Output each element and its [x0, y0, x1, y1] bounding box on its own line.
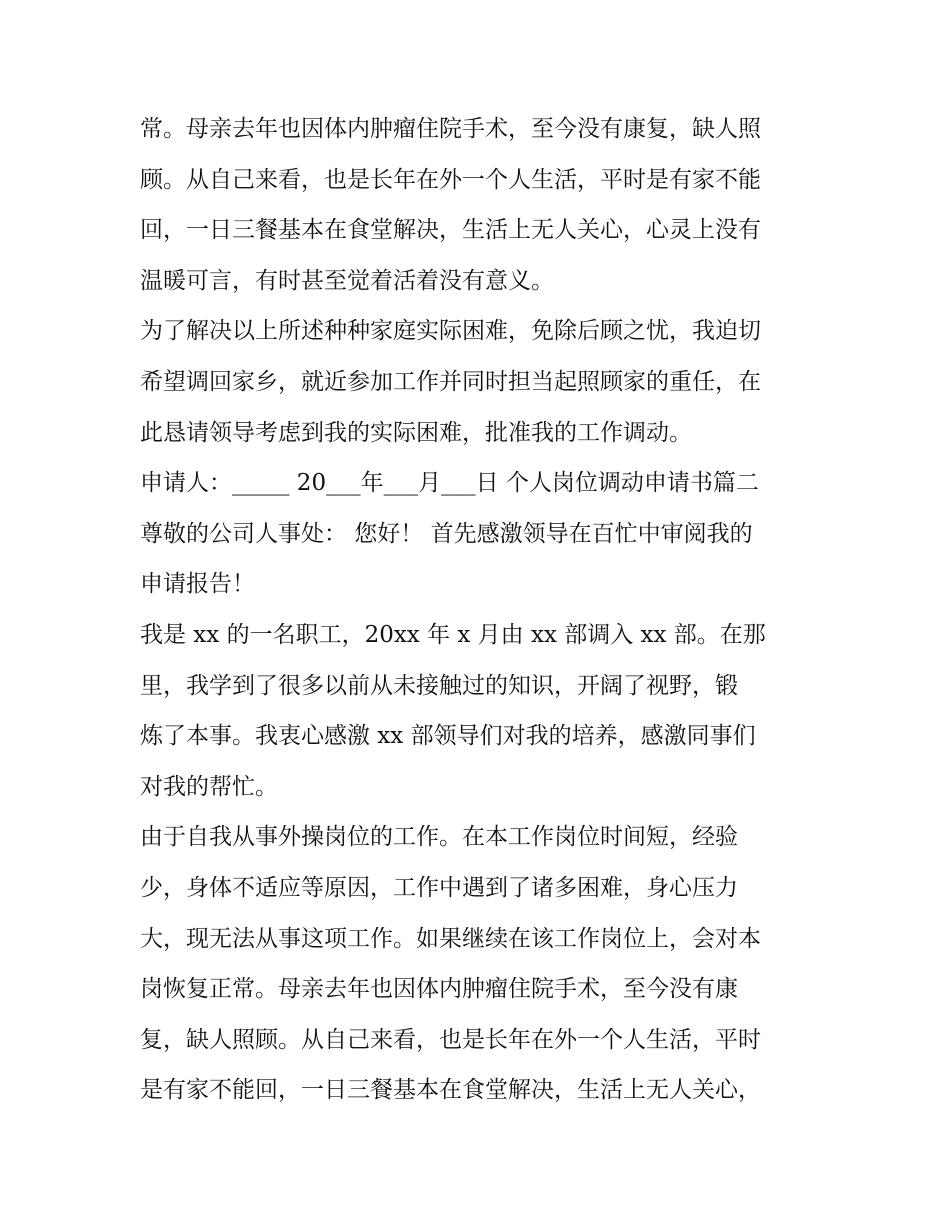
text-line: 我是 xx 的一名职工，20xx 年 x 月由 xx 部调入 xx 部。在那 [140, 621, 766, 648]
text-line: 里，我学到了很多以前从未接触过的知识，开阔了视野，锻 [140, 672, 738, 699]
text-line: 炼了本事。我衷心感激 xx 部领导们对我的培养，感激同事们 [140, 723, 756, 750]
text-line: 常。母亲去年也因体内肿瘤住院手术，至今没有康复，缺人照 [140, 116, 761, 142]
text-line: 大，现无法从事这项工作。如果继续在该工作岗位上，会对本 [140, 925, 761, 952]
text-line: 温暖可言，有时甚至觉着活着没有意义。 [140, 267, 554, 294]
text-line: 为了解决以上所述种种家庭实际困难，免除后顾之忧，我迫切 [140, 318, 761, 345]
text-line: 是有家不能回，一日三餐基本在食堂解决，生活上无人关心， [140, 1077, 761, 1104]
text-line: 尊敬的公司人事处： 您好！ 首先感激领导在百忙中审阅我的 [140, 520, 753, 547]
text-line: 顾。从自己来看，也是长年在外一个人生活，平时是有家不能 [140, 166, 761, 193]
text-line: 少，身体不适应等原因，工作中遇到了诸多困难，身心压力 [140, 874, 738, 901]
text-line: 申请人：_____ 20___年___月___日 个人岗位调动申请书篇二 [140, 470, 759, 497]
text-line: 岗恢复正常。母亲去年也因体内肿瘤住院手术，至今没有康 [140, 976, 738, 1003]
text-line: 此恳请领导考虑到我的实际困难，批准我的工作调动。 [140, 419, 692, 446]
text-line: 复，缺人照顾。从自己来看，也是长年在外一个人生活，平时 [140, 1026, 761, 1053]
text-line: 申请报告！ [140, 571, 255, 598]
text-line: 由于自我从事外操岗位的工作。在本工作岗位时间短，经验 [140, 824, 738, 851]
text-line: 希望调回家乡，就近参加工作并同时担当起照顾家的重任，在 [140, 368, 761, 395]
document-body [140, 104, 820, 1116]
text-line: 对我的帮忙。 [140, 773, 278, 800]
text-line: 回，一日三餐基本在食堂解决，生活上无人关心，心灵上没有 [140, 217, 761, 244]
